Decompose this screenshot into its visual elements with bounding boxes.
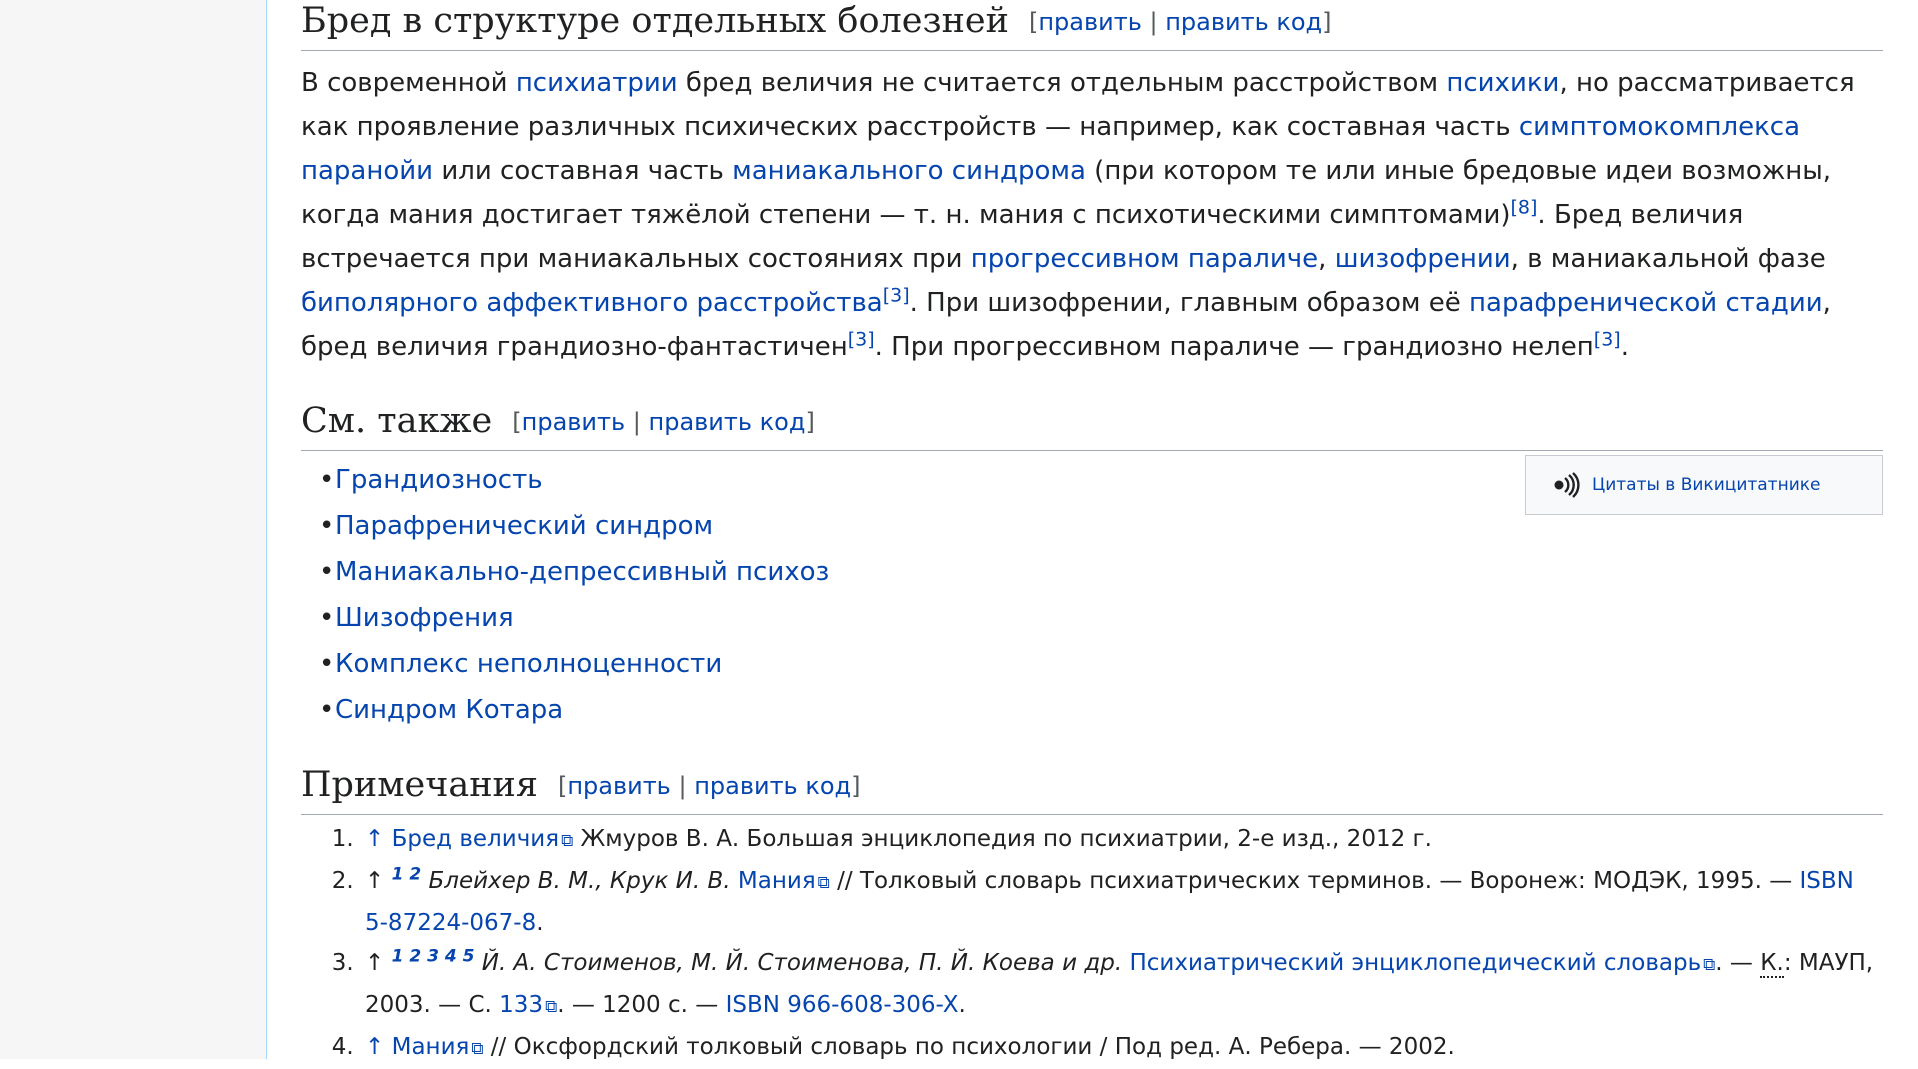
external-link[interactable]: Мания ⧉ [392,1034,484,1060]
link-paraphrenic-stage[interactable]: парафренической стадии [1469,287,1823,318]
edit-section-links: [править | править код] [512,408,815,436]
link-symptom-complex[interactable]: симптомокомплекса [1518,111,1801,142]
reference-item: 3. ↑ $^{1 2 3 4 5}$ Й. А. Стоименов, М. Й. Стоименова, П. Й. Коева и др. Психиатрический энциклопедический словарь ⧉ . — К.: МАУП, 2003. — С. 133 ⧉ . — 1200 с. — ISBN 966-608-306-X. [361,943,1883,1027]
link-psychiatry[interactable]: психиатрии [515,67,678,98]
see-also-link[interactable]: Шизофрения [335,602,514,633]
external-link[interactable]: Мания ⧉ [738,868,830,894]
external-link[interactable]: Бред величия ⧉ [392,826,574,852]
paragraph: В современной психиатрии бред величия не считается отдельным расстройством психики, но рассматривается как проявление различных психических расстройств — например, как составная часть симптомокомплекса паранойи или составная часть маниакального синдрома (при котором те или иные бредовые идеи возможны, когда мания достигает тяжёлой степени — т. н. мания с психотическими симптомами)[8]. Бред величия встречается при маниакальных состояниях при прогрессивном параличе, шизофрении, в маниакальной фазе биполярного аффективного расстройства[3]. При шизофрении, главным образом её парафренической стадии, бред величия грандиозно-фантастичен[3]. При прогрессивном параличе — грандиозно нелеп[3]. [301,67,1855,362]
edit-section-links: [править | править код] [1028,8,1332,36]
list-item [319,549,1883,595]
wikiquote-label: Цитаты в Викицитатнике [1592,475,1821,495]
edit-source-link[interactable]: править код [648,408,806,436]
link-paranoia[interactable]: паранойи [301,155,434,186]
section-notes [301,764,1883,1069]
citation-link[interactable]: [3] [847,328,875,351]
back-arrow[interactable]: ↑ [365,1033,385,1060]
section-heading [301,764,1883,815]
see-also-link[interactable]: Комплекс неполноценности [335,648,723,679]
isbn-link[interactable]: ISBN 5-87224-067-8 [365,867,1854,936]
page-link[interactable]: 133 ⧉ [499,992,557,1018]
isbn-link[interactable]: ISBN 966-608-306-X [725,991,959,1018]
back-arrow[interactable]: ↑ [365,825,385,852]
left-sidebar [0,0,267,1059]
citation-link[interactable]: [3] [882,284,910,307]
edit-link[interactable]: править [1038,8,1142,36]
heading-text: Примечания [301,765,538,805]
edit-source-link[interactable]: править код [1165,8,1323,36]
link-bipolar-disorder[interactable]: биполярного аффективного расстройства [301,287,883,318]
heading-text: Бред в структуре отдельных болезней [301,1,1009,41]
link-schizophrenia[interactable]: шизофрении [1334,243,1511,274]
reference-item: 4. ↑ Мания ⧉ // Оксфордский толковый словарь по психологии / Под ред. А. Ребера. — 2002. [361,1027,1883,1069]
wikiquote-box[interactable] [1525,455,1883,515]
reference-item: 1. ↑ Бред величия ⧉ Жмуров В. А. Большая энциклопедия по психиатрии, 2-е изд., 2012 г. [361,819,1883,861]
see-also-link[interactable]: Маниакально-депрессивный психоз [335,556,830,587]
link-manic-syndrome[interactable]: маниакального синдрома [732,155,1086,186]
abbreviation: К. [1760,949,1784,976]
see-also-link[interactable]: Синдром Котара [335,694,564,725]
citation-link[interactable]: [8] [1510,196,1538,219]
section-heading [301,400,1883,451]
back-references[interactable]: 1 2 [391,864,422,885]
edit-section-links: [править | править код] [557,772,861,800]
external-link[interactable]: Психиатрический энциклопедический словарь ⧉ [1129,950,1715,976]
see-also-link[interactable]: Грандиозность [335,464,543,495]
citation-link[interactable]: [3] [1593,328,1621,351]
section-delusion-in-diseases [301,0,1883,369]
edit-link[interactable]: править [567,772,671,800]
list-item [319,595,1883,641]
wikiquote-icon [1550,470,1580,500]
back-references[interactable]: 1 2 3 4 5 [391,946,475,967]
see-also-link[interactable]: Парафренический синдром [335,510,714,541]
section-heading [301,0,1883,51]
edit-source-link[interactable]: править код [694,772,852,800]
section-see-also [301,400,1883,733]
edit-link[interactable]: править [521,408,626,436]
heading-text: См. также [301,401,493,441]
references-list [301,819,1883,1069]
reference-item: 2. ↑ $^{1 2}$ Блейхер В. М., Крук И. В. Мания ⧉ // Толковый словарь психиатрических терминов. — Воронеж: МОДЭК, 1995. — ISBN 5-87224-067-8. [361,861,1883,943]
list-item [319,641,1883,687]
link-psyche[interactable]: психики [1446,67,1560,98]
list-item [319,687,1883,733]
link-progressive-paralysis[interactable]: прогрессивном параличе [970,243,1319,274]
